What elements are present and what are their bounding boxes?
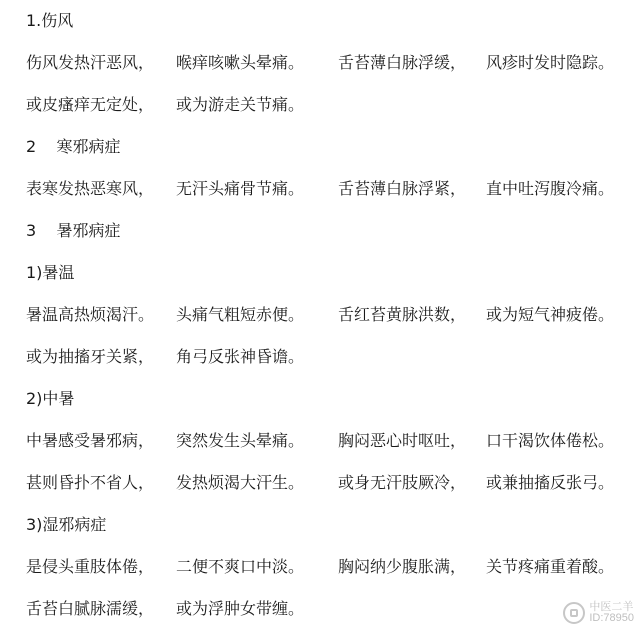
verse-phrase: 甚则昏扑不省人， — [26, 473, 155, 492]
verse-phrase: 胸闷恶心时呕吐， — [338, 431, 467, 450]
verse-phrase: 风疹时发时隐踪。 — [486, 53, 615, 72]
verse-phrase: 表寒发热恶寒风， — [26, 179, 155, 198]
verse-phrase: 或身无汗肢厥冷， — [338, 473, 467, 492]
verse-phrase: 伤风发热汗恶风， — [26, 53, 155, 72]
verse-phrase: 或为抽搐牙关紧， — [26, 347, 155, 366]
verse-phrase: 舌苔白腻脉濡缓， — [26, 599, 155, 618]
verse-phrase: 舌苔薄白脉浮缓， — [338, 53, 467, 72]
verse-phrase: 喉痒咳嗽头晕痛。 — [176, 53, 305, 72]
section-heading: 3)湿邪病症 — [26, 515, 107, 534]
watermark-id: ID:78950 — [589, 612, 634, 624]
verse-phrase: 发热烦渴大汗生。 — [176, 473, 305, 492]
verse-phrase: 关节疼痛重着酸。 — [486, 557, 615, 576]
verse-phrase: 舌红苔黄脉洪数， — [338, 305, 467, 324]
verse-phrase: 是侵头重肢体倦， — [26, 557, 155, 576]
verse-phrase: 角弓反张神昏谵。 — [176, 347, 305, 366]
verse-phrase: 无汗头痛骨节痛。 — [176, 179, 305, 198]
verse-phrase: 口干渴饮体倦松。 — [486, 431, 615, 450]
section-heading: 1.伤风 — [26, 11, 74, 30]
watermark-text — [589, 602, 634, 624]
circle-logo-icon — [563, 602, 585, 624]
verse-phrase: 头痛气粗短赤便。 — [176, 305, 305, 324]
verse-phrase: 或为游走关节痛。 — [176, 95, 305, 114]
watermark-name: 中医二羊 — [589, 601, 634, 613]
verse-phrase: 暑温高热烦渴汗。 — [26, 305, 155, 324]
section-heading: 3 暑邪病症 — [26, 221, 121, 240]
verse-phrase: 或皮瘙痒无定处， — [26, 95, 155, 114]
section-heading: 2 寒邪病症 — [26, 137, 121, 156]
verse-phrase: 中暑感受暑邪病， — [26, 431, 155, 450]
section-heading: 1)暑温 — [26, 263, 75, 282]
verse-phrase: 或兼抽搐反张弓。 — [486, 473, 615, 492]
verse-phrase: 突然发生头晕痛。 — [176, 431, 305, 450]
verse-phrase: 二便不爽口中淡。 — [176, 557, 305, 576]
verse-phrase: 胸闷纳少腹胀满， — [338, 557, 467, 576]
verse-phrase: 或为浮肿女带缠。 — [176, 599, 305, 618]
watermark — [563, 602, 634, 624]
verse-phrase: 或为短气神疲倦。 — [486, 305, 615, 324]
section-heading: 2)中暑 — [26, 389, 75, 408]
verse-phrase: 舌苔薄白脉浮紧， — [338, 179, 467, 198]
verse-phrase: 直中吐泻腹冷痛。 — [486, 179, 615, 198]
